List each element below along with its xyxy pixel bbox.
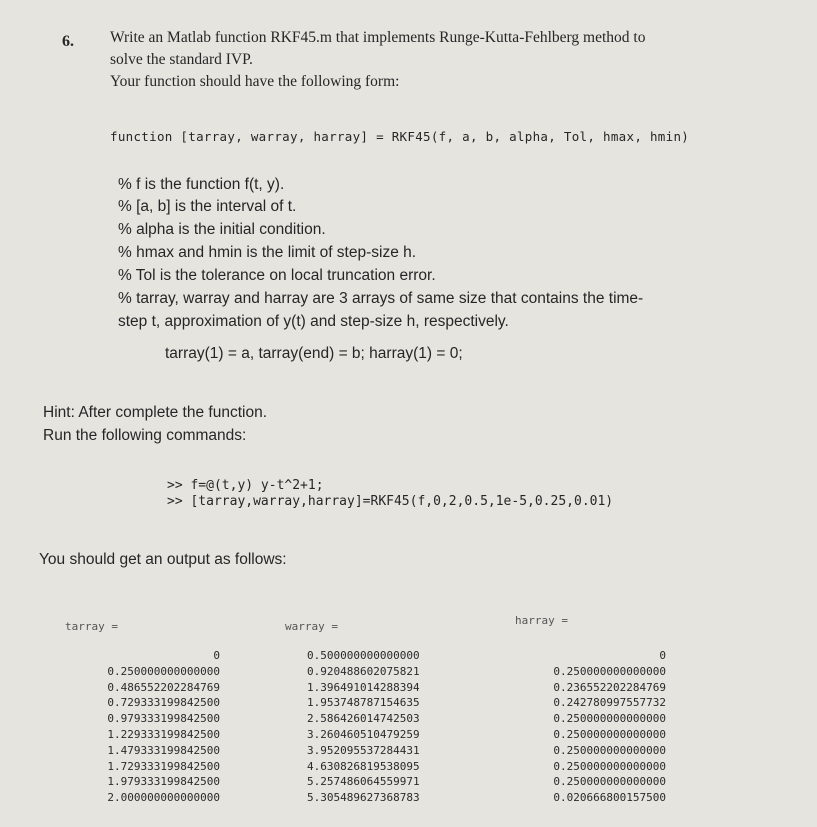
comment-line-2: % [a, b] is the interval of t. [118, 198, 297, 215]
tarray-column [80, 648, 220, 806]
warray-value: 5.257486064559971 [307, 775, 420, 789]
comment-line-3: % alpha is the initial condition. [118, 221, 326, 238]
harray-value: 0.250000000000000 [553, 775, 666, 789]
warray-column [307, 648, 447, 806]
tarray-value: 0.250000000000000 [107, 664, 220, 678]
harray-label: harray = [515, 614, 568, 627]
tarray-value: 1.979333199842500 [107, 775, 220, 789]
hint-line-2: Run the following commands: [43, 427, 247, 444]
comment-line-7: step t, approximation of y(t) and step-size h, respectively. [118, 313, 509, 330]
tarray-value: 0.729333199842500 [107, 696, 220, 710]
comment-line-5: % Tol is the tolerance on local truncation error. [118, 267, 436, 284]
hint-line-1: Hint: After complete the function. [43, 404, 268, 421]
warray-value: 3.260460510479259 [307, 727, 420, 741]
harray-value: 0.250000000000000 [553, 727, 666, 741]
harray-value: 0.250000000000000 [553, 759, 666, 773]
warray-value: 3.952095537284431 [307, 743, 420, 757]
tarray-value: 1.729333199842500 [107, 759, 220, 773]
tarray-value: 1.479333199842500 [107, 743, 220, 757]
comment-line-1: % f is the function f(t, y). [118, 176, 285, 193]
warray-value: 0.500000000000000 [307, 649, 420, 662]
comment-line-4: % hmax and hmin is the limit of step-size h. [118, 244, 417, 261]
warray-value: 1.953748787154635 [307, 696, 420, 710]
question-line-2: solve the standard IVP. [110, 51, 253, 68]
tarray-label: tarray = [65, 620, 118, 633]
harray-column [536, 648, 666, 806]
harray-value: 0 [659, 649, 666, 662]
function-signature: function [tarray, warray, harray] = RKF45(f, a, b, alpha, Tol, hmax, hmin) [110, 129, 690, 144]
comment-line-8: tarray(1) = a, tarray(end) = b; harray(1) = 0; [165, 345, 463, 362]
warray-value: 5.305489627368783 [307, 791, 420, 805]
harray-value: 0.020666800157500 [553, 791, 666, 805]
warray-value: 0.920488602075821 [307, 664, 420, 678]
question-line-1: Write an Matlab function RKF45.m that implements Runge-Kutta-Fehlberg method to [110, 29, 646, 46]
warray-value: 2.586426014742503 [307, 712, 420, 726]
harray-value: 0.250000000000000 [553, 743, 666, 757]
harray-value: 0.250000000000000 [553, 712, 666, 726]
tarray-value: 1.229333199842500 [107, 727, 220, 741]
tarray-value: 2.000000000000000 [107, 791, 220, 805]
harray-value: 0.242780997557732 [553, 696, 666, 710]
question-number: 6. [62, 33, 74, 50]
command-1: >> f=@(t,y) y-t^2+1; [167, 478, 324, 493]
comment-line-6: % tarray, warray and harray are 3 arrays of same size that contains the time- [118, 290, 644, 307]
output-intro: You should get an output as follows: [39, 551, 287, 568]
tarray-value: 0 [213, 649, 220, 662]
command-2: >> [tarray,warray,harray]=RKF45(f,0,2,0.5,1e-5,0.25,0.01) [167, 494, 614, 509]
warray-value: 1.396491014288394 [307, 680, 420, 694]
tarray-value: 0.979333199842500 [107, 712, 220, 726]
warray-value: 4.630826819538095 [307, 759, 420, 773]
tarray-value: 0.486552202284769 [107, 680, 220, 694]
harray-value: 0.236552202284769 [553, 680, 666, 694]
question-line-3: Your function should have the following form: [110, 73, 400, 90]
harray-value: 0.250000000000000 [553, 664, 666, 678]
warray-label: warray = [285, 620, 338, 633]
